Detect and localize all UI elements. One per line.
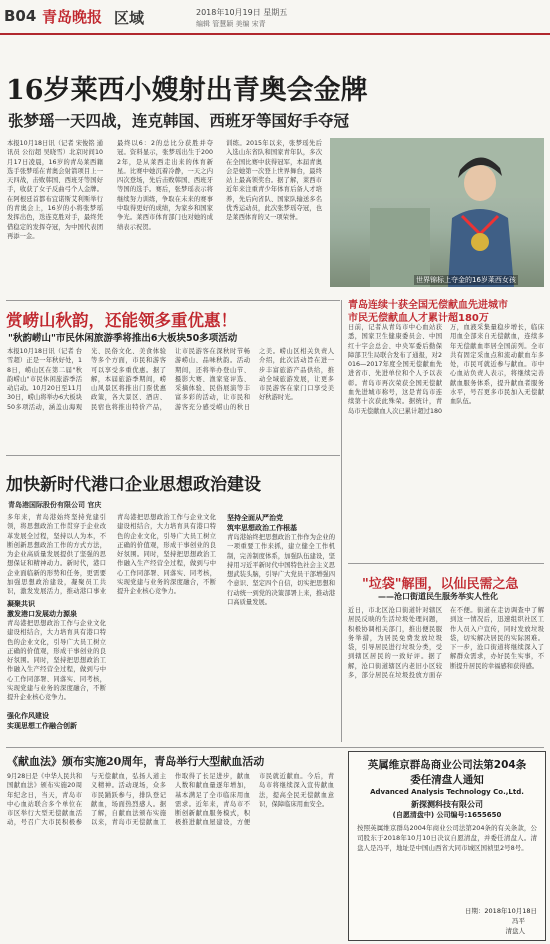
port-sub-3: 坚持全面从严治党	[227, 514, 283, 522]
port-sub-5: 强化作风建设	[7, 712, 49, 720]
port-body1: 多年来，青岛港始终坚持党建引领，将思想政治工作贯穿于企业改革发展全过程，坚持以人为本，不断创新思想政治工作的方式方法，为企业高质量发展提供了坚强的思想保证和精神动力。新时代，港口企业面临新的形势和任务，更需要加强思想政治建设，凝聚员工共识，激发发展活力，推动港口事业	[7, 514, 106, 596]
newspaper-logo: 青岛晚报	[42, 8, 103, 26]
subhead-bag: ——沧口街道民生服务举实人性化	[378, 592, 498, 601]
notice-company-cn: 新探测科技有限公司	[411, 800, 483, 809]
notice-title: 英属维京群岛商业公司法第204条	[367, 759, 527, 771]
article-laoshan-body: 本报10月18日讯（记者 台雪超）正是一年秋好处，18日，崂山区在第二届"秋韵崂山"市民休闲旅游季活动启动。10月20日至11月30日，崂山将举办6大板块50多项活动，涵盖山海观光、民俗文化、美食体验等多个方面，市民和游客可以享受多重优惠。据了解，本届旅游季期间，崂山风景区将推出门票优惠政策，各大景区、酒店、民宿也将推出特价产品，让市民游客在深秋时节畅游崂山、品味秋韵。活动期间，还将举办登山节、摄影大赛、渔家宴评选、采摘体验、民俗展演等丰富多彩的活动，让市民和游客充分感受崂山的秋日之美。崂山区相关负责人介绍，此次活动旨在进一步丰富旅游产品供给，推动全域旅游发展，让更多市民游客在家门口享受美好秋游时光。	[7, 348, 334, 411]
divider-vertical	[341, 300, 342, 742]
header-rule	[0, 33, 550, 35]
article-bag-body: 近日，市北区沧口街道针对辖区居民反映的生活垃圾处理问题，积极协调相关部门，推出便民服务举措，为居民免费发放垃圾袋，引导居民进行垃圾分类，受到辖区居民的一致好评。据了解，沧口街道辖区内老旧小区较多，部分居民在垃圾投放方面存在不便。街道在走访调查中了解到这一情况后，迅速组织社区工作人员入户宣传，同时发放垃圾袋，切实解决居民的实际困难。下一步，沧口街道将继续深入了解群众需求，办好民生实事，不断提升居民的幸福感和获得感。	[348, 607, 544, 680]
subhead-blood: 市民无偿献血人才累计超180万	[348, 313, 489, 324]
divider-3	[348, 563, 544, 564]
section-name: 区域	[114, 9, 145, 27]
notice-signature-role: 清盘人	[505, 927, 525, 935]
port-sub-4: 筑牢思想政治工作根基	[227, 524, 297, 532]
headline-bag: "垃袋"解围，以仙民需之急	[362, 577, 519, 592]
subhead-16yo: 张梦瑶一天四战，连克韩国、西班牙等国好手夺冠	[8, 112, 350, 130]
staff-credits: 编辑 管慧颖 美编 宋青	[196, 20, 266, 28]
notice-title-2: 委任清盘人通知	[410, 774, 484, 786]
headline-16yo: 16岁莱西小嫂射出青奥会金牌	[6, 75, 368, 106]
article-16yo-col2: 最终以6：2的总比分获胜并夺冠。资料显示，张梦瑶出生于2002年，是从莱西走出来的体育新星。比赛中她沉着冷静，一天之内四次登场，先后击败韩国、西班牙等国的选手。赛后，张梦瑶表示将继续努力训练，争取在未来的赛事中取得更好的成绩，为家乡和国家争光。莱西市体育部门也对她的成绩表示祝贺。	[117, 140, 213, 231]
port-col3	[227, 513, 335, 745]
port-body1b: 青岛港把思想政治工作与企业文化建设相结合，大力培育具有港口特色的企业文化，引导广大员工树立正确的价值观，形成干事创业的良好氛围。同时，坚持把思想政治工作融入生产经营全过程，做到与中心工作同部署、同落实、同考核，实现党建与业务的深度融合，不断提升企业核心竞争力。	[7, 620, 106, 702]
issue-date: 2018年10月19日 星期五	[196, 8, 288, 17]
notice-date: 日期：2018年10月18日	[464, 907, 537, 915]
article-16yo-col3: 训练。2015年以来，张梦瑶先后入选山东省队和国家青年队，多次在全国比赛中获得冠军，本届青奥会是她第一次登上世界舞台，最终站上最高领奖台。据了解，莱西市近年来注重青少年体育后备人才培养，先后向省队、国家队输送多名优秀运动员，此次张梦瑶夺冠，也是莱西体育的又一项荣誉。	[226, 140, 322, 222]
port-body2: 青岛港把思想政治工作与企业文化建设相结合，大力培育具有港口特色的企业文化，引导广大员工树立正确的价值观，形成干事创业的良好氛围。同时，坚持把思想政治工作融入生产经营全过程，做到与中心工作同部署、同落实、同考核，实现党建与业务的深度融合，不断提升企业核心竞争力。	[117, 514, 216, 596]
headline-blood: 青岛连续十获全国无偿献血先进城市	[348, 300, 508, 311]
headline-port: 加快新时代港口企业思想政治建设	[6, 475, 261, 495]
article-blood-law-body: 9月28日是《中华人民共和国献血法》颁布实施20周年纪念日，当天，青岛市中心血站联合多个单位在市区举行大型无偿献血活动，号召广大市民积极参与无偿献血，弘扬人道主义精神。活动现场，众多市民踊跃参与，排队登记献血，场面热烈感人。据了解，自献血法颁布实施以来，青岛市无偿献血工作取得了长足进步，献血人数和献血量逐年增加，基本满足了全市临床用血需求。近年来，青岛市不断创新献血服务模式，积极推进献血屋建设，方便市民就近献血。今后，青岛市将继续深入宣传献血法，提高全民无偿献血意识，保障临床用血安全。	[7, 773, 334, 827]
divider-4	[6, 747, 544, 748]
article-16yo-col1: 本报10月18日讯（记者 宋俊铭 通讯员 公衍超 吴晓雪）北京时间10月17日凌晨，16岁的青岛莱西籍选手张梦瑶在青奥会射箭项目上一天四战，击败韩国、西班牙等国好手，收获了女子反曲弓个人金牌。在阿根廷首都布宜诺斯艾利斯举行的青奥会上，16岁的小将张梦瑶发挥出色，迭连克胜对手，最终凭借稳定的发挥夺冠，为中国代表团再添一金。	[7, 140, 103, 240]
notice-liquidation: (自愿清盘中) 公司编号:1655650	[392, 811, 502, 819]
athlete-photo-art	[330, 138, 544, 287]
notice-company-en: Advanced Analysis Technology Co.,Ltd.	[370, 788, 524, 796]
athlete-photo	[330, 138, 544, 287]
notice-box	[348, 751, 546, 941]
page-number: B04	[4, 7, 37, 25]
port-sub-6: 实现思想工作融合创新	[7, 722, 77, 730]
port-sub-1: 凝聚共识	[7, 600, 35, 608]
port-sub-2: 激发港口发展动力源泉	[7, 610, 77, 618]
headline-blood-law: 《献血法》颁布实施20周年，青岛举行大型献血活动	[7, 755, 265, 768]
notice-signature: 冯平	[512, 917, 525, 925]
headline-laoshan: 赏崂山秋韵，还能领多重优惠！	[6, 311, 237, 330]
port-body3: 青岛港始终把思想政治工作作为企业的一项重要工作来抓，建立健全工作机制，完善制度体系，加强队伍建设，坚持用习近平新时代中国特色社会主义思想武装头脑，引导广大党员干部增强四个意识、坚定四个自信，切实把思想和行动统一到党的决策部署上来，推动港口高质量发展。	[227, 534, 335, 607]
notice-body: 按照英属维京群岛2004年商业公司法第204条的有关条款，公司股东于2018年10月10日决议自愿清盘，并委任清盘人。清盘人是冯平，地址是中国山西省大同市城区国祯里2号8号。	[357, 824, 537, 852]
article-blood-body: 日前，记者从青岛市中心血站获悉，国家卫生健康委员会、中国红十字会总会、中央军委后勤保障部卫生局联合发布了通报，对2016—2017年度全国无偿献血先进省市、先进单位和个人予以表彰。青岛市再次荣获全国无偿献血先进城市称号，这是青岛市连续第十次获此殊荣。据统计，青岛市无偿献血人次已累计超过180万，血液采集量稳步增长，临床用血全部来自无偿献血，连续多年无偿献血率居全国前列。全市共有固定采血点和流动献血车多处，市民可就近参与献血。市中心血站负责人表示，将继续完善献血服务体系，提升献血者服务水平，号召更多市民加入无偿献血队伍。	[348, 324, 544, 415]
page-header	[0, 0, 550, 34]
port-col1	[7, 513, 106, 745]
divider-1	[6, 300, 340, 301]
subhead-laoshan: "秋韵崂山"市民休闲旅游季将推出6大板块50多项活动	[8, 333, 238, 344]
photo-caption: 世界锦标上夺金的16岁莱西女孩	[416, 276, 516, 284]
byline-port: 青岛港国际股份有限公司 官庆	[8, 501, 102, 509]
port-col2	[117, 513, 216, 745]
divider-2	[6, 455, 340, 456]
